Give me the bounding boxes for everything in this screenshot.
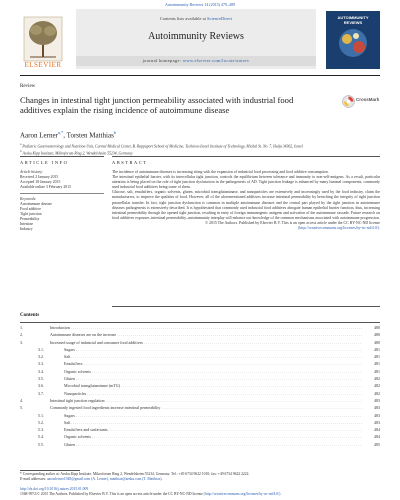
abstract-paragraph: The intestinal epithelial barrier, with its intercellular tight junction, controls the equilibrium between tolerance and immunity to non-self-antigens. As a result, particular attention is being placed on the role of tight junction dysfunction in the pathogenesis of AD. Tight junction leakage is enhanced by many luminal components, commonly used industrial food additives being some of them. — [112, 175, 380, 190]
toc-entry[interactable] — [20, 404, 380, 411]
doi-footer — [20, 487, 380, 497]
journal-citation[interactable]: Autoimmunity Reviews 14 (2015) 479–489 — [165, 2, 235, 7]
toc-entry[interactable] — [20, 339, 380, 346]
toc-number: 3.6. — [38, 383, 44, 389]
history-item: Received 2 January 2015 — [20, 175, 59, 179]
abstract-paragraph: Glucose, salt, emulsifiers, organic solvents, gluten, microbial transglutaminase, and nanoparticles are extensively and increasingly used by the food industry, claim the manufacturers, to improve the qualities of food. However, all of the aforementioned additives increase intestinal permeability by breaching the integrity of tight junction paracellular transfer. In fact, tight junction dysfunction is common in multiple autoimmune diseases and the central part played by the tight junction in autoimmune diseases pathogenesis is extensively described. It is hypothesized that commonly used industrial food additives abrogate human epithelial barrier function, thus, increasing intestinal permeability through the opened tight junction, resulting in entry of foreign immunogenic antigens and activation of the autoimmune cascade. Future research on food additives exposure–intestinal permeability–autoimmunity interplay will enhance our knowledge of the common mechanisms associated with autoimmune progression. — [112, 190, 380, 220]
cover-title: AUTOIMMUNITY REVIEWS — [337, 15, 369, 25]
divider — [112, 306, 380, 307]
crossmark-label: CrossMark — [356, 97, 380, 102]
toc-entry[interactable] — [20, 360, 380, 367]
toc-entry[interactable] — [20, 433, 380, 440]
divider — [112, 156, 380, 157]
toc-number: 5.3. — [38, 427, 44, 433]
abstract-heading: ABSTRACT — [112, 160, 148, 165]
author-list — [20, 130, 116, 139]
toc-title[interactable]: Organic solvents . . . — [64, 433, 362, 440]
affil-marker: a — [20, 142, 22, 146]
toc-page: 481 — [374, 346, 380, 352]
divider — [20, 322, 380, 323]
corresponding-author-note: * Corresponding author at: Aesku.Kipp Institute, Mikroforum Ring 2, Wendelsheim 55234, Germany. Tel.: +49 6734 9622 1010; fax: +49 6734 9622 2222. — [20, 472, 250, 476]
toc-page: 482 — [374, 383, 380, 389]
toc-title[interactable]: Salt . . . — [64, 419, 362, 426]
license-link[interactable]: (http://creativecommons.org/licenses/by-nc-nd/4.0/). — [298, 226, 380, 231]
toc-entry[interactable] — [20, 397, 380, 404]
toc-title[interactable]: Sugars . . . — [64, 346, 362, 353]
toc-page: 484 — [374, 427, 380, 433]
email-links[interactable]: aaronlerner1948@gmail.com (A. Lerner), matthias@aesku.com (T. Matthias). — [47, 477, 163, 481]
toc-entry[interactable] — [20, 426, 380, 433]
divider — [20, 156, 104, 157]
toc-entry[interactable] — [20, 375, 380, 382]
toc-page: 483 — [374, 419, 380, 425]
article-title: Changes in intestinal tight junction permeability associated with industrial food additives explain the rising incidence of autoimmune disease — [20, 95, 294, 115]
toc-title[interactable]: Nanoparticles . . . — [64, 390, 362, 397]
email-label: E-mail addresses: — [20, 477, 48, 481]
toc-title[interactable]: Increased usage of industrial and consumer food additives . . . — [50, 339, 362, 346]
doi-link[interactable]: http://dx.doi.org/10.1016/j.autrev.2015.01.009 — [20, 487, 89, 491]
toc-title[interactable]: Gluten . . . — [64, 441, 362, 448]
toc-entry[interactable] — [20, 346, 380, 353]
toc-number: 3. — [20, 339, 23, 345]
affiliations — [20, 142, 380, 157]
toc-page: 483 — [374, 405, 380, 411]
keywords-label: Keywords: — [20, 197, 37, 201]
abstract-body — [112, 170, 380, 231]
toc-number: 3.3. — [38, 361, 44, 367]
toc-title[interactable]: Microbial transglutaminase (mTG) . . . — [64, 382, 362, 389]
journal-header — [20, 9, 380, 76]
author-separator: , — [63, 131, 67, 140]
author-name[interactable]: Torsten Matthias — [66, 131, 114, 140]
masthead — [76, 9, 316, 69]
toc-number: 3.5. — [38, 376, 44, 382]
divider — [20, 470, 80, 471]
author-affil-marker[interactable]: a,* — [57, 130, 64, 135]
author-affil-marker[interactable]: b — [113, 130, 117, 135]
homepage-link[interactable]: www.elsevier.com/locate/autrev — [182, 58, 250, 63]
toc-entry[interactable] — [20, 419, 380, 426]
keyword[interactable]: Intestine — [20, 222, 34, 226]
toc-page: 481 — [374, 368, 380, 374]
toc-entry[interactable] — [20, 331, 380, 338]
toc-number: 5. — [20, 405, 23, 411]
cover-illustration — [332, 25, 374, 61]
toc-title[interactable]: Organic solvents . . . — [64, 368, 362, 375]
homepage-bar — [76, 56, 316, 66]
history-item: Available online 3 February 2015 — [20, 185, 71, 189]
toc-entry[interactable] — [20, 353, 380, 360]
toc-title[interactable]: Emulsifiers and surfactants . . . — [64, 426, 362, 433]
issn-line — [20, 492, 380, 497]
sciencedirect-link[interactable]: ScienceDirect — [207, 16, 233, 21]
toc-number: 1. — [20, 325, 23, 330]
affil-text: Pediatric Gastroenterology and Nutrition Unit, Carmel Medical Center, B. Rappaport School of Medicine, Technion-Israel Institute of Technology, Michal St. No. 7, Haifa 34362, Israel — [22, 144, 303, 149]
toc-number: 2. — [20, 332, 23, 338]
toc-title[interactable]: Emulsifiers . . . — [64, 360, 362, 367]
keyword[interactable]: Autoimmune disease — [20, 202, 52, 206]
toc-page: 482 — [374, 376, 380, 382]
toc-title[interactable]: Autoimmune diseases are on the increase . . . — [50, 331, 362, 338]
keyword[interactable]: Permeability — [20, 217, 40, 221]
abstract-paragraph: The incidence of autoimmune diseases is increasing along with the expansion of industrial food processing and food additive consumption. — [112, 170, 329, 174]
keyword[interactable]: Tight junction — [20, 212, 42, 216]
toc-number: 5.2. — [38, 419, 44, 425]
contents-available-line — [76, 16, 316, 21]
journal-cover[interactable] — [326, 11, 380, 69]
history-label: Article history: — [20, 170, 44, 174]
article-info — [20, 170, 104, 232]
toc-page: 483 — [374, 397, 380, 403]
toc-entry[interactable] — [20, 368, 380, 375]
toc-title[interactable]: Salt . . . — [64, 353, 362, 360]
toc-page: 480 — [374, 339, 380, 345]
issn-license-link[interactable]: (http://creativecommons.org/licenses/by-nc-nd/4.0/). — [203, 492, 282, 496]
author-name[interactable]: Aaron Lerner — [20, 131, 58, 140]
contents-heading: Contents — [20, 313, 40, 318]
toc-title[interactable]: Sugars . . . — [64, 412, 362, 419]
toc-number: 3.7. — [38, 390, 44, 396]
toc-number: 3.4. — [38, 368, 44, 374]
journal-title: Autoimmunity Reviews — [148, 31, 244, 42]
toc-number: 3.2. — [38, 354, 44, 360]
toc-page: 481 — [374, 361, 380, 367]
email-note — [20, 477, 380, 482]
toc-title[interactable]: Commonly ingested food ingredients increase intestinal permeability . . . — [50, 404, 362, 411]
toc-title[interactable]: Gluten . . . — [64, 375, 362, 382]
divider — [20, 193, 104, 194]
license-text: © 2015 The Authors. Published by Elsevier B.V. This is an open access article under the CC BY-NC-ND license — [205, 220, 380, 225]
publisher-name: ELSEVIER — [24, 61, 62, 69]
article-info-heading: ARTICLE INFO — [20, 160, 69, 165]
keyword[interactable]: Industry — [20, 227, 33, 231]
crossmark-icon — [342, 95, 355, 108]
toc-page: 480 — [374, 332, 380, 338]
toc-number: 5.5. — [38, 441, 44, 447]
issn-text: 1568-9972/© 2015 The Authors. Published by Elsevier B.V. This is an open access article under the CC BY-NC-ND license — [20, 492, 203, 496]
toc-title[interactable]: Introduction . . . — [50, 324, 362, 331]
license-statement — [112, 221, 380, 231]
footnotes — [20, 472, 380, 482]
crossmark-badge[interactable] — [342, 95, 380, 109]
toc-page: 485 — [374, 441, 380, 447]
toc-page: 483 — [374, 412, 380, 418]
toc-entry[interactable] — [20, 324, 380, 331]
contents-prefix: Contents lists available at — [159, 16, 206, 21]
toc-entry[interactable] — [20, 382, 380, 389]
affil-text: Aesku.Kipp Institute, Mikroforum Ring 2, Wendelsheim 55234, Germany — [22, 151, 133, 156]
toc-page: 484 — [374, 434, 380, 440]
affil-marker: b — [20, 149, 22, 154]
toc-entry[interactable] — [20, 412, 380, 419]
affiliation — [20, 142, 380, 149]
toc-entry[interactable] — [20, 390, 380, 397]
history-item: Accepted 18 January 2015 — [20, 180, 61, 184]
toc-title[interactable]: Intestinal tight junction regulation . . . — [50, 397, 362, 404]
article-type: Review — [20, 84, 36, 89]
toc-page: 482 — [374, 390, 380, 396]
toc-number: 4. — [20, 397, 23, 403]
keyword[interactable]: Food additive — [20, 207, 41, 211]
toc-entry[interactable] — [20, 441, 380, 448]
toc-page: 480 — [374, 325, 380, 330]
table-of-contents — [20, 324, 380, 448]
toc-number: 5.4. — [38, 434, 44, 440]
toc-page: 481 — [374, 354, 380, 360]
toc-number: 5.1. — [38, 412, 44, 418]
homepage-prefix: journal homepage: — [142, 58, 183, 63]
toc-number: 3.1. — [38, 346, 44, 352]
